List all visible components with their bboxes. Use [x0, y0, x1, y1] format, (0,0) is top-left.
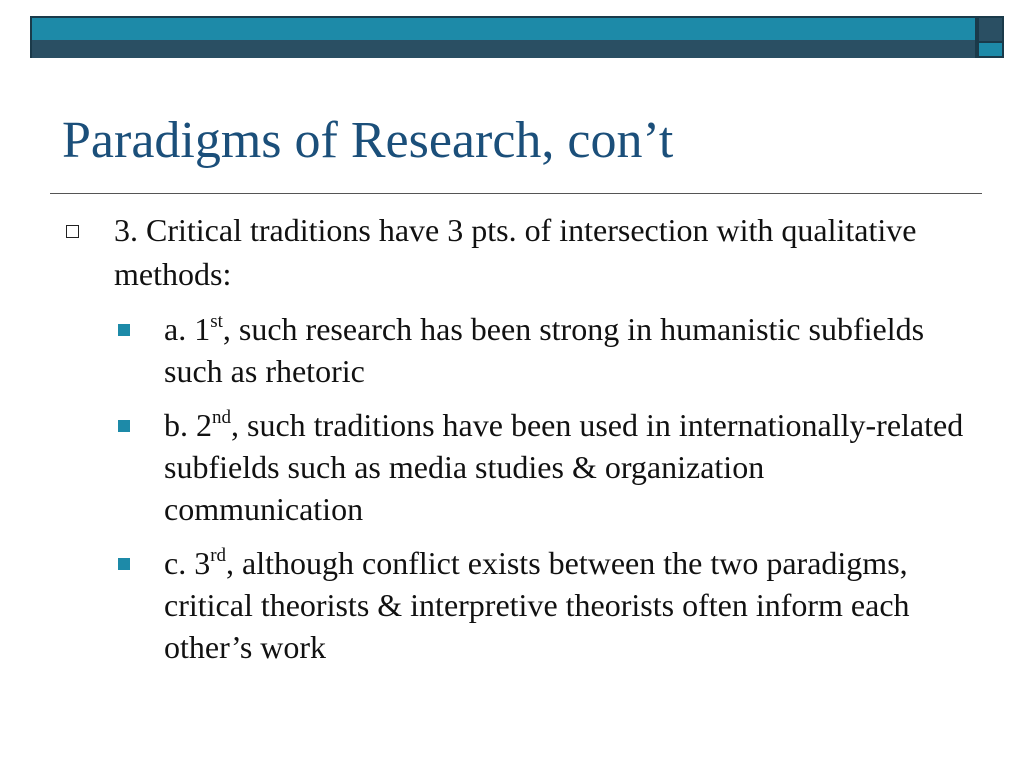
ordinal-suffix: rd	[210, 545, 227, 566]
slide-title: Paradigms of Research, con’t	[62, 112, 674, 169]
sub-bullet-text: , such research has been strong in humanistic subfields such as rhetoric	[164, 311, 925, 389]
ordinal-suffix: nd	[212, 407, 231, 428]
header-corner-square-top	[977, 16, 1004, 43]
sub-bullet-text: , although conflict exists between the two paradigms, critical theorists & interpretive theorists often inform each other’s work	[164, 545, 910, 665]
header-corner-square-bottom	[977, 41, 1004, 58]
sub-bullet-text: , such traditions have been used in internationally-related subfields such as media studies & organization communication	[164, 407, 964, 527]
header-bar-stripe	[32, 40, 975, 58]
sub-bullet-prefix: a. 1	[164, 311, 211, 347]
sub-bullet-c	[164, 542, 964, 668]
title-divider	[50, 193, 982, 194]
sub-bullet-b	[164, 404, 964, 530]
bullet-text: 3. Critical traditions have 3 pts. of intersection with qualitative methods:	[114, 212, 917, 292]
filled-square-bullet-icon	[118, 558, 130, 570]
sub-bullet-prefix: b. 2	[164, 407, 212, 443]
ordinal-suffix: st	[210, 311, 223, 332]
filled-square-bullet-icon	[118, 420, 130, 432]
sub-bullet-a	[164, 308, 964, 392]
filled-square-bullet-icon	[118, 324, 130, 336]
header-bar-main	[30, 16, 977, 58]
sub-bullet-prefix: c. 3	[164, 545, 211, 581]
hollow-square-bullet-icon	[66, 225, 79, 238]
